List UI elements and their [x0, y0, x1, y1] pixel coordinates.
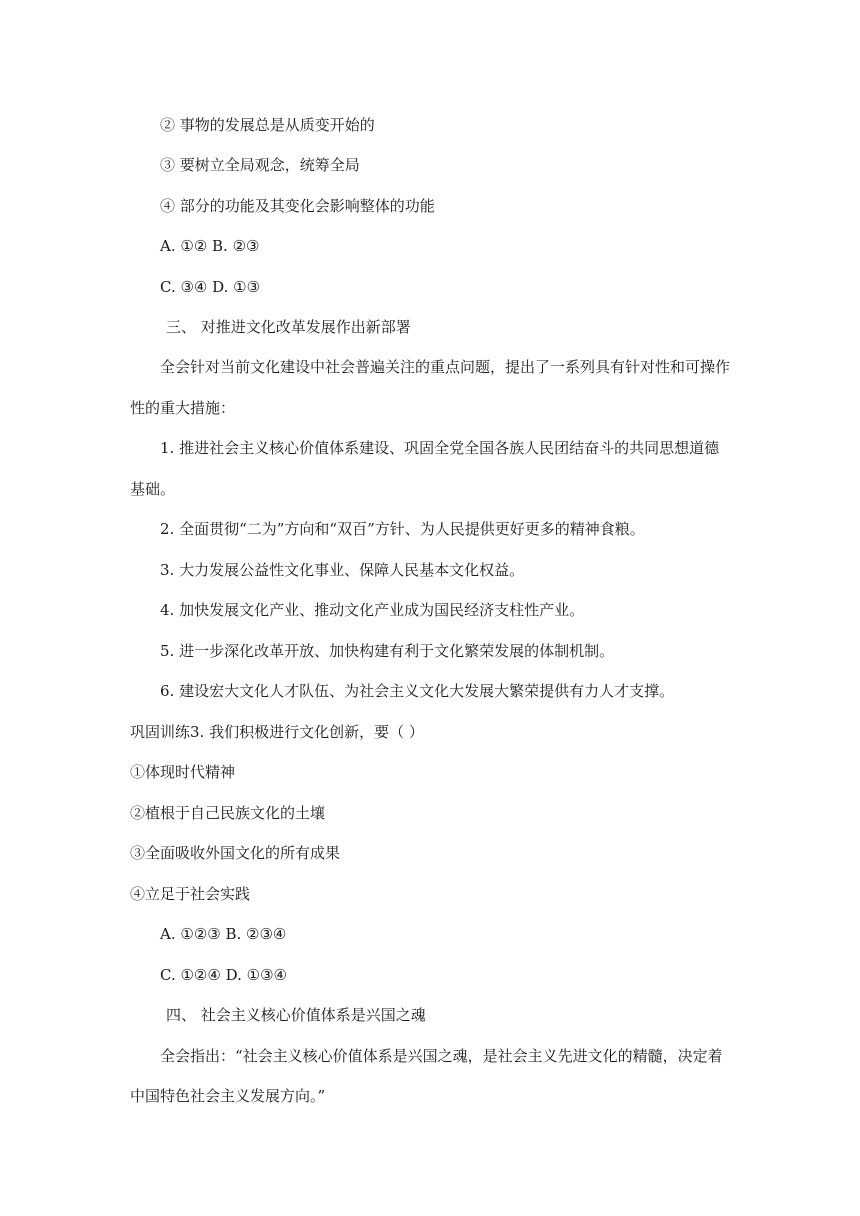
- measure-4: 4. 加快发展文化产业、推动文化产业成为国民经济支柱性产业。: [160, 601, 585, 619]
- section-heading-4: 四、 社会主义核心价值体系是兴国之魂: [166, 1006, 426, 1024]
- answer-choices-cd: C. ③④ D. ①③: [160, 278, 261, 296]
- paragraph-2-line-2: 中国特色社会主义发展方向。”: [130, 1087, 326, 1105]
- option-line-3: ③ 要树立全局观念，统筹全局: [160, 156, 360, 174]
- exercise-3-choices-ab: A. ①②③ B. ②③④: [160, 925, 287, 943]
- paragraph-2-line-1: 全会指出：“社会主义核心价值体系是兴国之魂，是社会主义先进文化的精髓，决定着: [160, 1047, 723, 1065]
- exercise-3-option-4: ④立足于社会实践: [130, 885, 251, 903]
- paragraph-1-line-1: 全会针对当前文化建设中社会普遍关注的重点问题，提出了一系列具有针对性和可操作: [160, 358, 731, 376]
- measure-5: 5. 进一步深化改革开放、加快构建有利于文化繁荣发展的体制机制。: [160, 642, 615, 660]
- exercise-3-choices-cd: C. ①②④ D. ①③④: [160, 966, 287, 984]
- exercise-3-option-3: ③全面吸收外国文化的所有成果: [130, 844, 341, 862]
- measure-1-line-1: 1. 推进社会主义核心价值体系建设、巩固全党全国各族人民团结奋斗的共同思想道德: [160, 439, 720, 457]
- answer-choices-ab: A. ①② B. ②③: [160, 237, 260, 255]
- paragraph-1-line-2: 性的重大措施：: [130, 399, 236, 417]
- exercise-3-question: 巩固训练3. 我们积极进行文化创新，要（ ）: [130, 723, 424, 741]
- section-heading-3: 三、 对推进文化改革发展作出新部署: [166, 318, 411, 336]
- measure-2: 2. 全面贯彻“二为”方向和“双百”方针、为人民提供更好更多的精神食粮。: [160, 520, 645, 538]
- option-line-4: ④ 部分的功能及其变化会影响整体的功能: [160, 197, 435, 215]
- measure-1-line-2: 基础。: [130, 480, 176, 498]
- exercise-3-option-2: ②植根于自己民族文化的土壤: [130, 804, 326, 822]
- exercise-3-option-1: ①体现时代精神: [130, 763, 236, 781]
- option-line-2: ② 事物的发展总是从质变开始的: [160, 116, 375, 134]
- measure-3: 3. 大力发展公益性文化事业、保障人民基本文化权益。: [160, 561, 525, 579]
- measure-6: 6. 建设宏大文化人才队伍、为社会主义文化大发展大繁荣提供有力人才支撑。: [160, 682, 675, 700]
